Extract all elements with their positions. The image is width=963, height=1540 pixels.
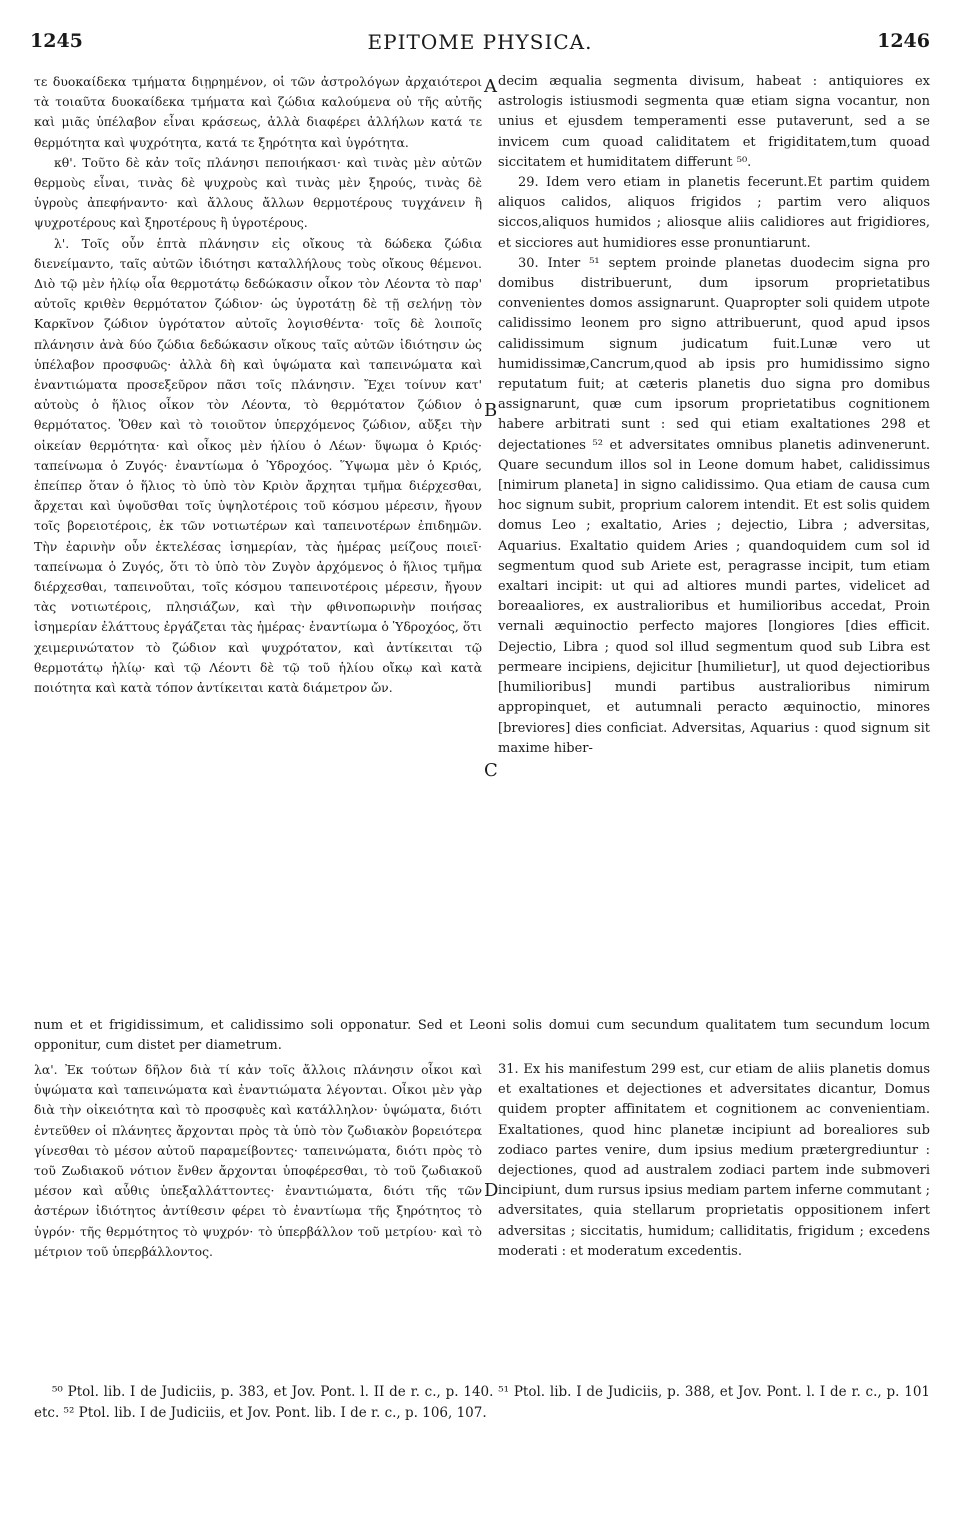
section-marker-a: A <box>484 76 497 97</box>
page-number-right: 1246 <box>877 30 930 52</box>
page-number-left: 1245 <box>30 30 83 52</box>
latin-column-bottom <box>498 1060 930 1350</box>
greek-paragraph: κθ'. Τοῦτο δὲ κἀν τοῖς πλάνησι πεποιήκασι· καὶ τινὰς μὲν αὐτῶν θερμοὺς εἶναι, τινὰς δὲ ψυχροὺς καὶ τινὰς μὲν ξηρούς, τινὰς δὲ ὑγροὺς ἀπεφήναντο· καὶ ἄλλους ἄλλων θερμοτέρους τυγχάνειν ἢ ψυχροτέρους καὶ ξηροτέρους ἢ ὑγροτέρους. <box>34 154 482 231</box>
greek-paragraph: λα'. Ἐκ τούτων δῆλον διὰ τί κἀν τοῖς ἄλλοις πλάνησιν οἶκοι καὶ ὑψώματα καὶ ταπεινώματα καὶ ἐναντιώματα λέγονται. Οἶκοι μὲν γὰρ διὰ τὴν οἰκειότητα καὶ τὸ προσφυὲς καὶ κατάλληλον· ὑψώματα, διότι ἐντεῦθεν οἱ πλάνητες ἄρχονται πρὸς τὰ ὑπὸ τὸν ζωδιακὸν βορειότερα γίνεσθαι τὸ μέσον αὐτοῦ παραμείβοντες· ταπεινώματα, διότι πρὸς τὸ τοῦ Ζωδιακοῦ νότιον ἔνθεν ἄρχονται ὑποφέρεσθαι, τὸ τοῦ ζωδιακοῦ μέσον καὶ αὖθις ὑπεξαλλάττοντες· ἐναντιώματα, διότι τῆς τῶν ἀστέρων ἰδιότητος ἀντίθεσιν φέρει τὸ ἐναντίωμα τῆς ξηρότητος τὸ ὑγρόν· τῆς θερμότητος τὸ ψυχρόν· τὸ ὑπερβάλλον τοῦ μετρίου· καὶ τὸ μέτριον τοῦ ὑπερβάλλοντος. <box>34 1062 482 1259</box>
greek-paragraph: λ'. Τοῖς οὖν ἑπτὰ πλάνησιν εἰς οἴκους τὰ δώδεκα ζώδια διενείμαντο, ταῖς αὐτῶν ἰδιότησι καταλλήλους τοὺς οἴκους θέμενοι. Διὸ τῷ μὲν ἡλίῳ οἷα θερμοτάτῳ δεδώκασιν οἶκον τὸν Λέοντα τὸ παρ' αὐτοῖς κριθὲν θερμότατον ζώδιον· ὡς ὑγροτάτῃ δὲ τῇ σελήνῃ τὸν Καρκῖνον ζώδιον ὑγρότατον αὐτοῖς λογισθέντα· τοῖς δὲ λοιποῖς πλάνησιν ἀνὰ δύο ζώδια δεδώκασιν οἴκους ταῖς αὐτῶν ἰδιότησιν ὡς ὑπέλαβον προσφυῶς· ἀλλὰ δὴ καὶ ὑψώματα καὶ ταπεινώματα καὶ ἐναντιώματα προσεξεῦρον πᾶσι τοῖς πλάνησιν. Ἔχει τοίνυν κατ' αὐτοὺς ὁ ἥλιος οἶκον τὸν Λέοντα, τὸ θερμότατον ζώδιον ὁ θερμότατος. Ὅθεν καὶ τὸ τοιοῦτον ὑπερχόμενος ζώδιον, αὔξει τὴν οἰκείαν θερμότητα· καὶ οἶκος μὲν ἡλίου ὁ Λέων· ὕψωμα ὁ Κριός· ταπείνωμα ὁ Ζυγός· ἐναντίωμα ὁ Ὑδροχόος. Ὕψωμα μὲν ὁ Κριός, ἐπείπερ ὅταν ὁ ἥλιος τὸ ὑπὸ τὸν Κριὸν ἄρχηται τμῆμα διέρχεσθαι, ἄρχεται καὶ ὑψοῦσθαι τοῖς ὑψηλοτέροις τοῦ κόσμου μέρεσιν, ἤγουν τοῖς βορειοτέροις, ἐκ τῶν νοτιωτέρων καὶ ταπεινοτέρων ἐπιδημῶν. Τὴν ἐαρινὴν οὖν ἐκτελέσας ἰσημερίαν, τὰς ἡμέρας μείζους ποιεῖ· ταπείνωμα ὁ Ζυγός, ὅτι τὸ ὑπὸ τὸν Ζυγὸν ἀρχόμενος ὁ ἥλιος τμῆμα διέρχεσθαι, ταπεινοῦται, τοῖς κόσμου ταπεινοτέροις μέρεσιν, ἤγουν τὰς νοτιωτέροις, πλησιάζων, καὶ τὴν φθινοπωρινὴν ποιήσας ἰσημερίαν ἐλάττους ἐργάζεται τὰς ἡμέρας· ἐναντίωμα ὁ Ὑδροχόος, ὅτι χειμερινώτατον τὸ ζώδιον καὶ ψυχρότατον, καὶ ἀντίκειται τῷ θερμοτάτῳ ἡλίῳ· καὶ τῷ Λέοντι δὲ τῷ τοῦ ἡλίου οἴκῳ καὶ κατὰ ποιότητα καὶ κατὰ τόπον ἀντίκειται κατὰ διάμετρον ὤν. <box>34 235 482 696</box>
latin-column-top <box>498 72 930 1012</box>
latin-paragraph: 29. Idem vero etiam in planetis fecerunt.Et partim quidem aliquos calidos, aliquos frigidos ; partim vero aliquos siccos,aliquos humidos ; aliosque aliis calidiores aut frigidiores, et sicciores aut humidiores esse pronuntiarunt. <box>498 175 930 251</box>
latin-paragraph: 31. Ex his manifestum 299 est, cur etiam de aliis planetis domus et exaltationes et dejectiones et adversitates dicantur, Domus quidem propter affinitatem et cognitionem ac convenientiam. Exaltationes, quod hinc planetæ incipiunt ad borealiores sub zodiaco partes venire, dum ipsius medium prætergrediuntur : dejectiones, quod ad australem zodiaci partem inde submoveri incipiunt, dum rursus ipsius mediam partem inferne commutant ; adversitates, quia stellarum proprietatis oppositionem infert adversitas ; siccitatis, humidum; calliditatis, frigidum ; excedens moderati : et moderatum excedentis. <box>498 1062 930 1259</box>
footnote-text: ⁵⁰ Ptol. lib. I de Judiciis, p. 383, et Jov. Pont. l. II de r. c., p. 140. ⁵¹ Ptol. lib. I de Judiciis, p. 388, et Jov. Pont. l. I de r. c., p. 101 etc. ⁵² Ptol. lib. I de Judiciis, et Jov. Pont. lib. I de r. c., p. 106, 107. <box>34 1384 930 1421</box>
page-header <box>30 30 930 64</box>
full-width-line: num et et frigidissimum, et calidissimo soli opponatur. Sed et Leoni solis domui cum secundum qualitatem tum secundum locum opponitur, cum distet per diametrum. <box>34 1018 930 1053</box>
section-marker-d: D <box>484 1180 499 1201</box>
running-title: EPITOME PHYSICA. <box>367 30 593 54</box>
latin-paragraph: decim æqualia segmenta divisum, habeat : antiquiores ex astrologis istiusmodi segmenta quæ etiam signa vocantur, non unius et ejusdem temperamenti esse putaverunt, sed a se invicem cum quoad caliditatem et frigiditatem,tum quoad siccitatem et humiditatem differunt ⁵⁰. <box>498 74 930 170</box>
greek-column-bottom <box>34 1060 482 1350</box>
greek-column-top <box>34 72 482 1012</box>
latin-paragraph: 30. Inter ⁵¹ septem proinde planetas duodecim signa pro domibus distribuerunt, dum ipsorum proprietatibus convenientes domos assignarunt. Quapropter soli quidem utpote calidissimo leonem pro signo attribuerunt, quod apud ipsos calidissimum signum judicatum fuit.Lunæ vero ut humidissimæ,Cancrum,quod ab ipsis pro humidissimo signo reputatum fuit; at cæteris planetis duo signa pro domibus assignarunt, quæ cum ipsorum proprietatibus cognitionem habere arbitrati sunt : sed qui etiam exaltationes 298 et dejectationes ⁵² et adversitates omnibus planetis adinvenerunt. Quare secundum illos sol in Leone domum habet, calidissimus [nimirum planeta] in signo calidissimo. Qua etiam de causa cum hoc signum subit, proprium calorem intendit. Et est solis quidem domus Leo ; exaltatio, Aries ; dejectio, Libra ; adversitas, Aquarius. Exaltatio quidem Aries ; quandoquidem cum sol id segmentum quod sub Ariete est, peragrasse incipit, tum etiam exaltari incipit: ut qui ad altiores mundi partes, videlicet ad boreaaliores, ex australioribus et humilioribus accedat, Proin vernali æquinoctio perfecto majores [longiores [dies efficit. Dejectio, Libra ; quod sol illud segmentum quod sub Libra est permeare incipiens, dejicitur [humilietur], ut quod dejectioribus [humilioribus] mundi partibus australioribus nimirum appropinquet, et autumnali peracto æquinoctio, minores [breviores] dies conficiat. Adversitas, Aquarius : quod signum sit maxime hiber- <box>498 255 930 756</box>
footnotes <box>34 1382 930 1424</box>
section-marker-c: C <box>484 760 498 781</box>
greek-paragraph: τε δυοκαίδεκα τμήματα διῃρημένον, οἱ τῶν ἀστρολόγων ἀρχαιότεροι τὰ τοιαῦτα δυοκαίδεκα τμήματα καὶ ζώδια καλούμενα οὐ τῆς αὐτῆς καὶ μιᾶς ὑπέλαβον εἶναι κράσεως, ἀλλὰ διαφέρει ἀλλήλων κατά τε θερμότητα καὶ ψυχρότητα, κατά τε ξηρότητα καὶ ὑγρότητα. <box>34 74 482 150</box>
section-marker-b: B <box>484 400 498 421</box>
